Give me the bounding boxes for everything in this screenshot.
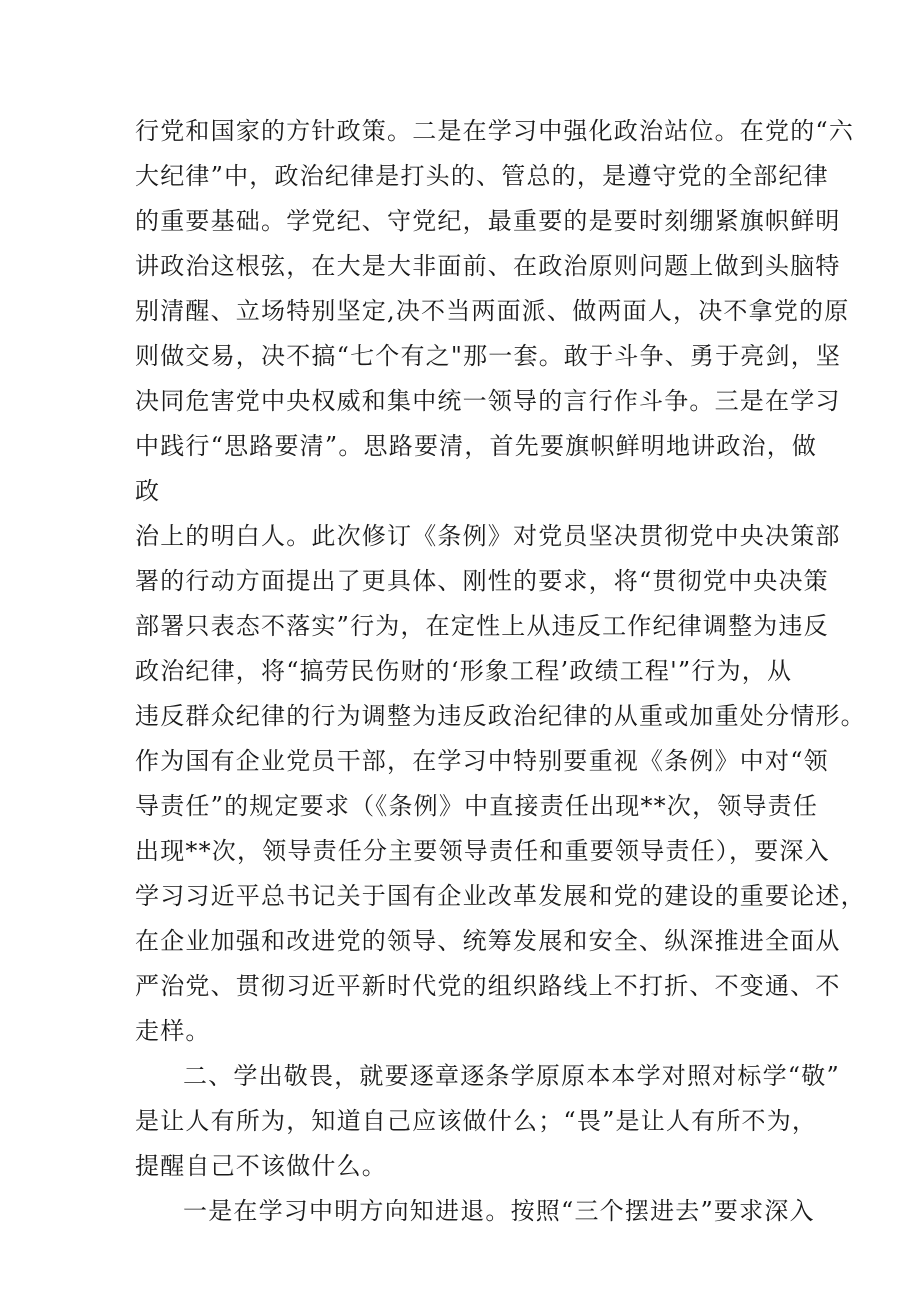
body-text-line: 政 — [135, 477, 161, 505]
body-text-line: 作为国有企业党员干部，在学习中特别要重视《条例》中对“领 — [135, 747, 829, 775]
body-text-line: 严治党、贯彻习近平新时代党的组织路线上不打折、不变通、不 — [135, 972, 841, 1000]
body-text-line: 大纪律”中，政治纪律是打头的、管总的，是遵守党的全部纪律 — [135, 162, 829, 190]
body-text-line: 出现**次，领导责任分主要领导责任和重要领导责任），要深入 — [135, 837, 830, 865]
body-text-line: 导责任”的规定要求（《条例》中直接责任出现**次，领导责任 — [135, 792, 819, 820]
body-text-line: 学习习近平总书记关于国有企业改革发展和党的建设的重要论述， — [135, 882, 866, 910]
body-text-line: 提醒自己不该做什么。 — [135, 1152, 387, 1180]
body-text-line: 中践行“思路要清”。思路要清，首先要旗帜鲜明地讲政治，做 — [135, 432, 818, 460]
body-text-line: 行党和国家的方针政策。二是在学习中强化政治站位。在党的“六 — [135, 117, 855, 145]
body-text-line: 讲政治这根弦，在大是大非面前、在政治原则问题上做到头脑特 — [135, 252, 841, 280]
body-text-line: 政治纪律，将“搞劳民伤财的‘形象工程’政绩工程'”行为，从 — [135, 657, 793, 685]
body-text-line: 违反群众纪律的行为调整为违反政治纪律的从重或加重处分情形。 — [135, 702, 866, 730]
body-text-line: 走样。 — [135, 1017, 211, 1045]
body-text-line: 一是在学习中明方向知进退。按照“三个摆进去”要求深入 — [183, 1197, 815, 1225]
body-text-line: 在企业加强和改进党的领导、统筹发展和安全、纵深推进全面从 — [135, 927, 841, 955]
body-text-line: 是让人有所为，知道自己应该做什么；“畏”是让人有所不为， — [135, 1107, 818, 1135]
section-heading-line: 二、学出敬畏，就要逐章逐条学原原本本学对照对标学“敬” — [183, 1062, 840, 1090]
body-text-line: 部署只表态不落实”行为，在定性上从违反工作纪律调整为违反 — [135, 612, 829, 640]
body-text-line: 治上的明白人。此次修订《条例》对党员坚决贯彻党中央决策部 — [135, 522, 841, 550]
body-text-line: 别清醒、立场特别坚定,决不当两面派、做两面人，决不拿党的原 — [135, 297, 850, 325]
body-text-line: 则做交易，决不搞“七个有之"那一套。敢于斗争、勇于亮剑，坚 — [135, 342, 842, 370]
body-text-line: 的重要基础。学党纪、守党纪，最重要的是要时刻绷紧旗帜鲜明 — [135, 207, 841, 235]
body-text-line: 署的行动方面提出了更具体、刚性的要求，将“贯彻党中央决策 — [135, 567, 829, 595]
body-text-line: 决同危害党中央权威和集中统一领导的言行作斗争。三是在学习 — [135, 387, 841, 415]
